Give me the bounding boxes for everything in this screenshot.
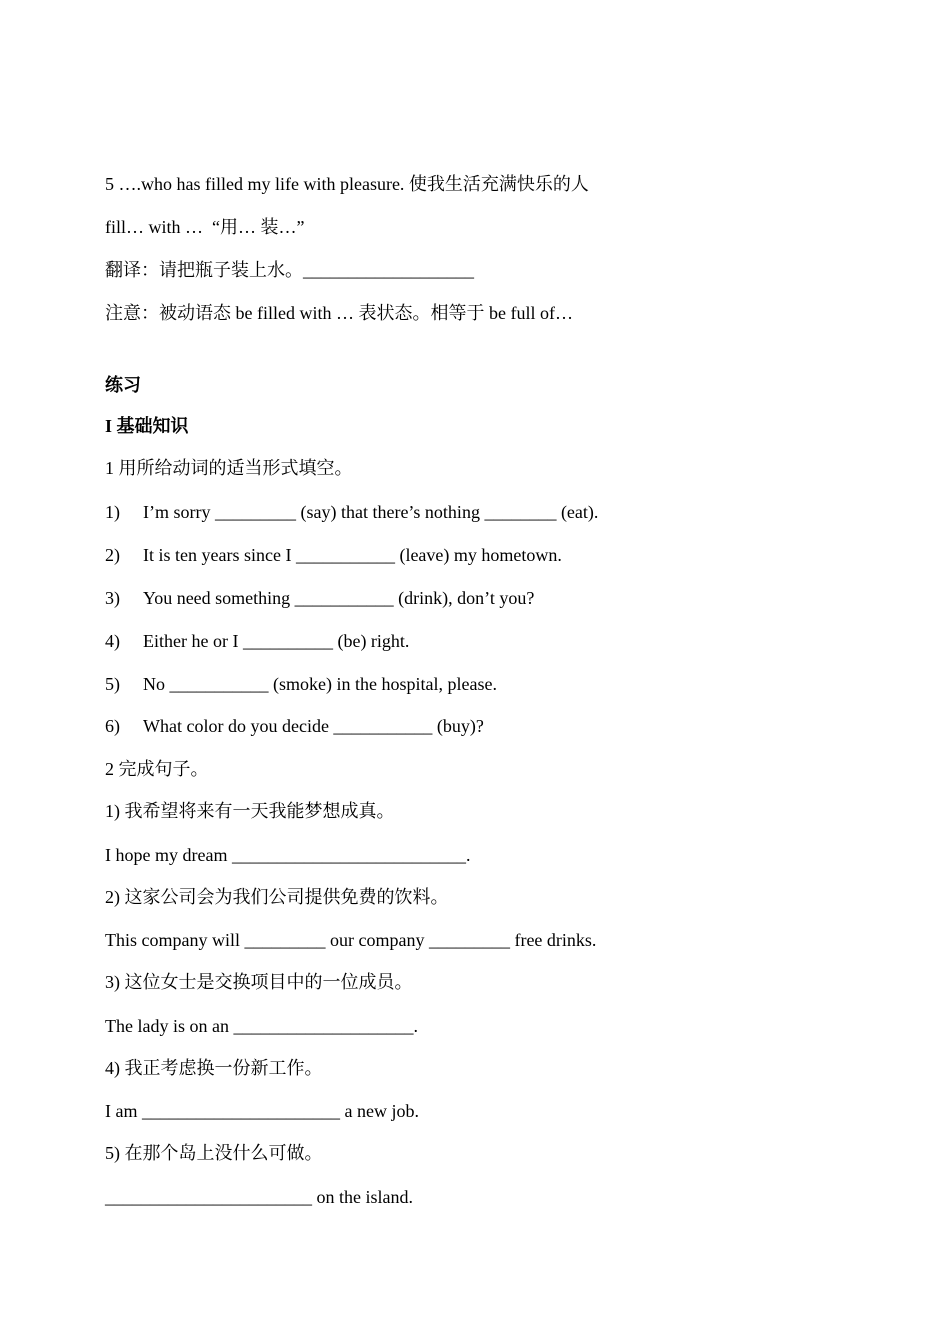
item-number: 5) — [105, 674, 120, 694]
sentence-chinese: 3) 这位女士是交换项目中的一位成员。 — [105, 972, 413, 992]
note-line-passive: 注意：被动语态 be filled with … 表状态。相等于 be full of… — [105, 303, 573, 323]
item-text: I’m sorry _________ (say) that there’s nothing ________ (eat). — [143, 502, 599, 522]
sentence-english: I am ______________________ a new job. — [105, 1101, 419, 1121]
item-text: You need something ___________ (drink), don’t you? — [143, 588, 535, 608]
note-line-fill-with-example: 5 ….who has filled my life with pleasure. 使我生活充满快乐的人 — [105, 174, 589, 194]
sentence-chinese: 1) 我希望将来有一天我能梦想成真。 — [105, 801, 395, 821]
note-line-translation: 翻译：请把瓶子装上水。___________________ — [105, 260, 474, 280]
item-number: 4) — [105, 631, 120, 651]
item-text: No ___________ (smoke) in the hospital, please. — [143, 674, 497, 694]
sentence-english: I hope my dream __________________________. — [105, 845, 471, 865]
part1-title: 1 用所给动词的适当形式填空。 — [105, 458, 353, 478]
sentence-english: _______________________ on the island. — [105, 1187, 413, 1207]
item-number: 3) — [105, 588, 120, 608]
part2-title: 2 完成句子。 — [105, 759, 209, 779]
item-number: 1) — [105, 502, 120, 522]
sentence-english: This company will _________ our company _________ free drinks. — [105, 930, 597, 950]
note-line-fill-with-usage: fill… with … “用… 装…” — [105, 217, 305, 237]
sentence-chinese: 4) 我正考虑换一份新工作。 — [105, 1058, 323, 1078]
item-text: It is ten years since I ___________ (leave) my hometown. — [143, 545, 562, 565]
item-text: Either he or I __________ (be) right. — [143, 631, 410, 651]
sentence-chinese: 5) 在那个岛上没什么可做。 — [105, 1143, 323, 1163]
item-text: What color do you decide ___________ (buy)? — [143, 716, 484, 736]
exercise-heading: 练习 — [105, 375, 141, 395]
item-number: 6) — [105, 716, 120, 736]
sentence-english: The lady is on an ____________________. — [105, 1016, 418, 1036]
sentence-chinese: 2) 这家公司会为我们公司提供免费的饮料。 — [105, 887, 449, 907]
item-number: 2) — [105, 545, 120, 565]
exercise-subheading: I 基础知识 — [105, 416, 189, 436]
